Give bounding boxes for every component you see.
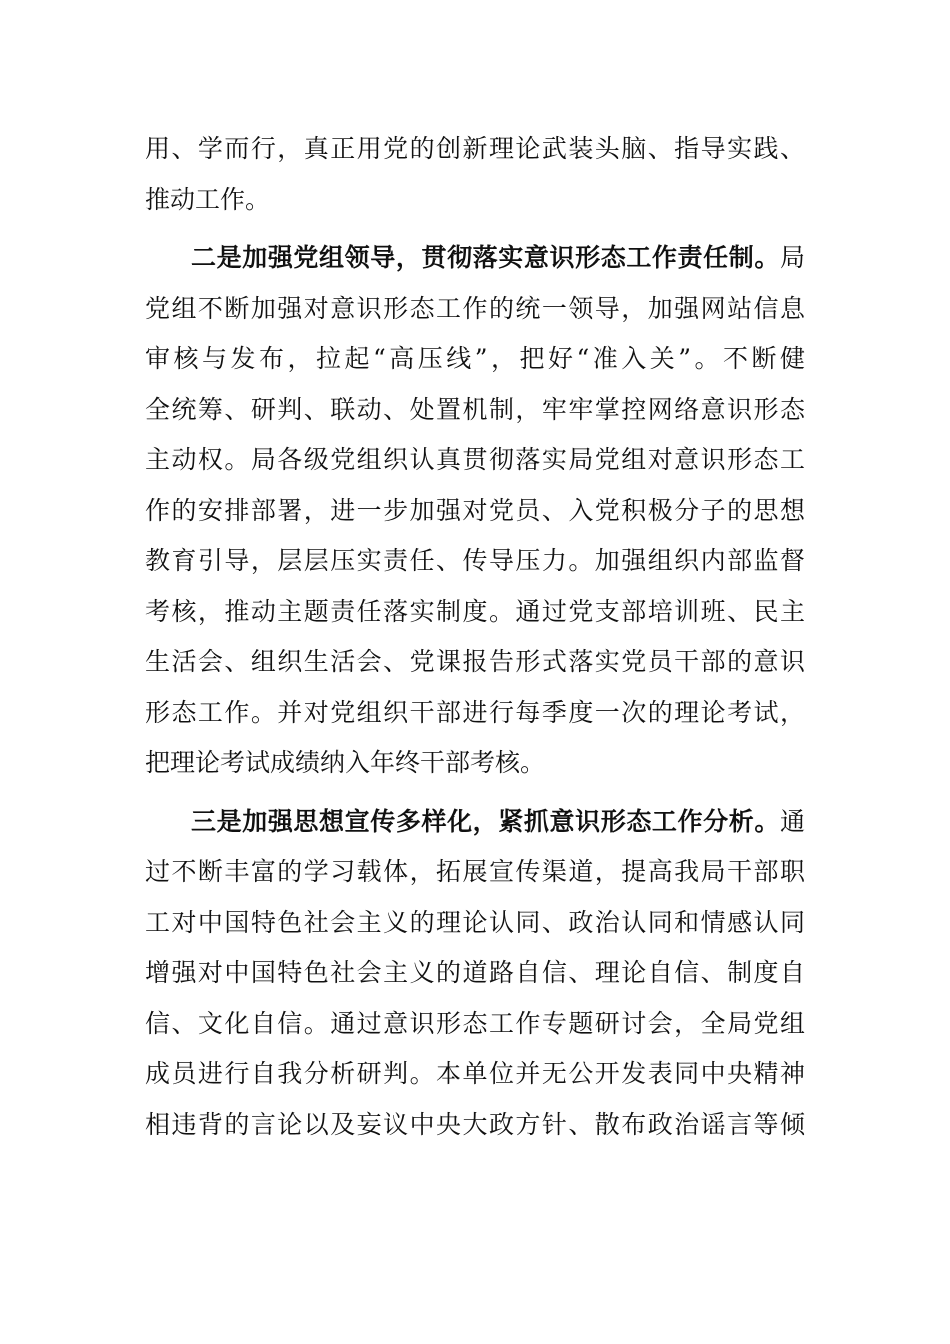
text-line: 用、学而行，真正用党的创新理论武装头脑、指导实践、	[145, 134, 805, 163]
paragraph-first-line	[145, 233, 805, 284]
paragraph-first-line	[145, 797, 805, 848]
heading-trailing-text: 局	[779, 243, 805, 272]
text-line: 成员进行自我分析研判。本单位并无公开发表同中央精神	[145, 1059, 805, 1088]
heading-trailing-text: 通	[779, 806, 805, 836]
text-line: 生活会、组织生活会、党课报告形式落实党员干部的意识	[145, 647, 805, 676]
text-line: 工对中国特色社会主义的理论认同、政治认同和情感认同	[145, 907, 805, 937]
text-line: 形态工作。并对党组织干部进行每季度一次的理论考试，	[145, 697, 805, 727]
text-line: 把理论考试成绩纳入年终干部考核。	[145, 748, 546, 777]
text-line: 增强对中国特色社会主义的道路自信、理论自信、制度自	[145, 958, 805, 987]
text-line: 教育引导，层层压实责任、传导压力。加强组织内部监督	[145, 546, 805, 575]
text-line: 党组不断加强对意识形态工作的统一领导，加强网站信息	[145, 293, 805, 323]
text-line: 信、文化自信。通过意识形态工作专题研讨会，全局党组	[145, 1008, 805, 1038]
text-line: 审核与发布，拉起“高压线”，把好“准入关”。不断健	[145, 344, 805, 373]
text-line: 考核，推动主题责任落实制度。通过党支部培训班、民主	[145, 596, 805, 626]
paragraph-heading: 二是加强党组领导，贯彻落实意识形态工作责任制。	[191, 243, 780, 272]
document-body	[145, 124, 805, 1150]
text-line: 过不断丰富的学习载体，拓展宣传渠道，提高我局干部职	[145, 857, 805, 886]
paragraph-heading: 三是加强思想宣传多样化，紧抓意识形态工作分析。	[191, 806, 780, 836]
text-line: 主动权。局各级党组织认真贯彻落实局党组对意识形态工	[145, 445, 805, 474]
text-line: 作的安排部署，进一步加强对党员、入党积极分子的思想	[145, 495, 805, 525]
paragraph-ideological-publicity	[145, 797, 805, 1151]
text-line: 相违背的言论以及妄议中央大政方针、散布政治谣言等倾	[145, 1109, 805, 1139]
paragraph-party-leadership	[145, 233, 805, 789]
text-line: 推动工作。	[145, 184, 271, 214]
paragraph-continuation	[145, 124, 805, 225]
paragraph-gap	[145, 225, 805, 233]
paragraph-gap	[145, 789, 805, 797]
text-line: 全统筹、研判、联动、处置机制，牢牢掌控网络意识形态	[145, 394, 805, 424]
